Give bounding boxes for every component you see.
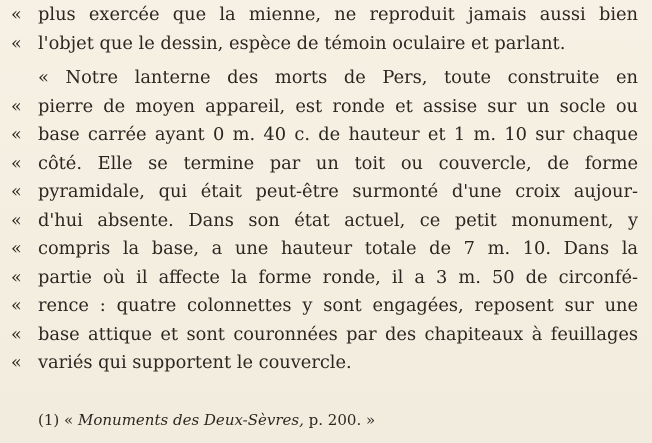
text-line bbox=[0, 292, 652, 321]
line-quote-mark: « bbox=[11, 296, 22, 316]
text-line bbox=[0, 93, 652, 122]
line-quote-mark: « bbox=[11, 153, 22, 174]
paragraph-1 bbox=[0, 1, 652, 58]
line-quote-mark: « bbox=[11, 182, 22, 202]
line-quote-mark: « bbox=[11, 353, 22, 373]
line-text: base carrée ayant 0 m. 40 c. de hauteur et 1 m. 10 sur chaque bbox=[38, 124, 638, 145]
line-quote-mark: « bbox=[11, 125, 22, 145]
line-text: compris la base, a une hauteur totale de 7 m. 10. Dans la bbox=[38, 238, 638, 259]
line-quote-mark: « bbox=[11, 5, 22, 25]
line-text: « Notre lanterne des morts de Pers, toute construite en bbox=[38, 67, 638, 88]
text-line bbox=[0, 321, 652, 350]
text-line bbox=[0, 30, 652, 59]
line-text: base attique et sont couronnées par des chapiteaux à feuillages bbox=[38, 323, 638, 345]
text-line bbox=[0, 264, 652, 293]
line-text: variés qui supportent le couvercle. bbox=[38, 352, 352, 373]
line-text: pyramidale, qui était peut-être surmonté d'une croix aujour- bbox=[38, 181, 638, 202]
line-text: plus exercée que la mienne, ne reproduit jamais aussi bien bbox=[38, 4, 638, 25]
text-line bbox=[0, 121, 652, 150]
line-text: côté. Elle se termine par un toit ou couvercle, de forme bbox=[38, 152, 638, 174]
line-quote-mark: « bbox=[11, 324, 22, 345]
text-line bbox=[0, 235, 652, 264]
line-text: partie où il affecte la forme ronde, il a 3 m. 50 de circonfé- bbox=[38, 266, 638, 288]
line-quote-mark: « bbox=[11, 33, 22, 54]
text-line bbox=[0, 150, 652, 179]
footnote-close-quote: » bbox=[366, 411, 376, 429]
text-line bbox=[0, 207, 652, 236]
line-text: d'hui absente. Dans son état actuel, ce petit monument, y bbox=[38, 209, 638, 231]
line-text: l'objet que le dessin, espèce de témoin oculaire et parlant. bbox=[38, 32, 566, 54]
text-line bbox=[0, 349, 652, 378]
text-line bbox=[0, 1, 652, 30]
line-quote-mark: « bbox=[11, 96, 22, 117]
line-quote-mark: « bbox=[11, 267, 22, 288]
footnote-marker: (1) bbox=[38, 411, 60, 429]
line-quote-mark: « bbox=[11, 239, 22, 259]
line-text: rence : quatre colonnettes y sont engagées, reposent sur une bbox=[38, 295, 638, 316]
paragraph-2 bbox=[0, 64, 652, 378]
footnote-open-quote: « bbox=[64, 411, 74, 429]
footnote bbox=[38, 409, 375, 431]
text-line bbox=[0, 178, 652, 207]
line-text: pierre de moyen appareil, est ronde et assise sur un socle ou bbox=[38, 95, 638, 117]
text-line bbox=[0, 64, 652, 93]
footnote-page: p. 200. bbox=[308, 411, 362, 429]
line-quote-mark: « bbox=[11, 210, 22, 231]
footnote-title: Monuments des Deux-Sèvres, bbox=[78, 411, 304, 429]
